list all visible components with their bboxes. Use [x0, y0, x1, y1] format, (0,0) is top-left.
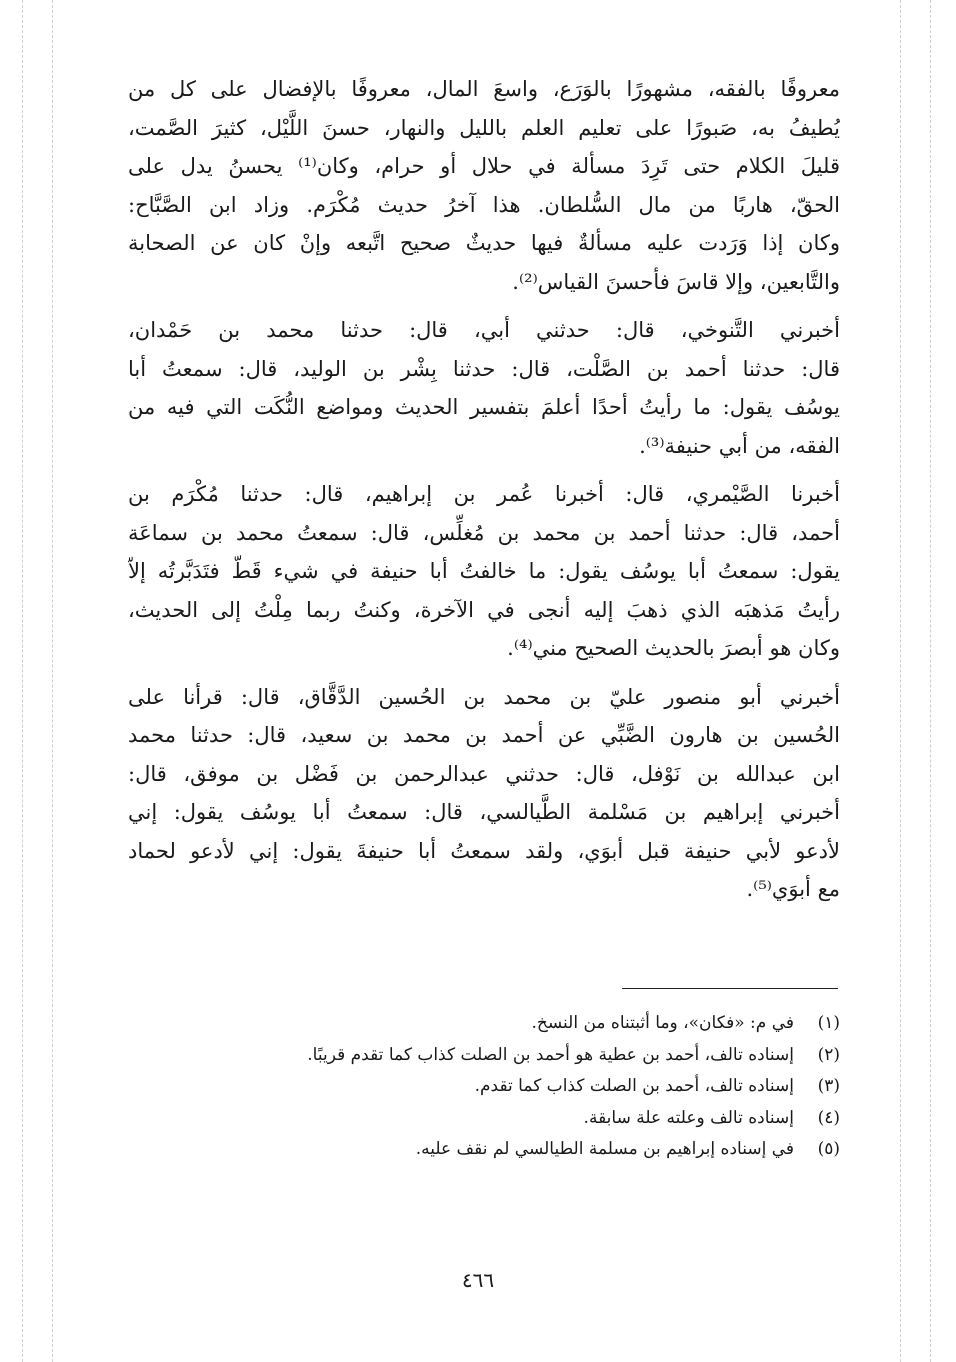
text-line: مع أبوَي⁽⁵⁾. — [746, 877, 840, 901]
footnote — [300, 1008, 840, 1040]
scan-edge-left — [22, 0, 23, 1362]
text-line: معروفًا بالفقه، مشهورًا بالوَرَع، واسعَ المال، معروفًا بالإفضال على كل من — [128, 77, 840, 101]
scan-edge-left-inner — [52, 0, 53, 1362]
paragraph-gap — [128, 301, 840, 311]
footnote-number: (٤) — [817, 1107, 840, 1128]
paragraph — [128, 311, 840, 465]
paragraph-gap — [128, 465, 840, 475]
footnote-text: إسناده تالف، أحمد بن عطية هو أحمد بن الصلت كذاب كما تقدم قريبًا. — [307, 1044, 794, 1065]
footnote-text: في م: «فكان»، وما أثبتناه من النسخ. — [531, 1013, 794, 1033]
text-line: يقول: سمعتُ أبا يوسُف يقول: ما خالفتُ أبا حنيفة في شيء قَطّ فتَدَبَّرتُه إلاّ — [128, 559, 840, 583]
scan-edge-right-outer — [930, 0, 931, 1362]
footnote-text: إسناده تالف وعلته علة سابقة. — [583, 1107, 794, 1128]
paragraph — [128, 678, 840, 909]
footnote-separator — [622, 988, 838, 989]
footnote-text: إسناده تالف، أحمد بن الصلت كذاب كما تقدم. — [474, 1076, 794, 1096]
text-line: يُطيفُ به، صَبورًا على تعليم العلم بالليل والنهار، حسنَ اللَّيْل، كثيرَ الصَّمت، — [128, 115, 840, 140]
text-line: أخبرنا الصَّيْمري، قال: أخبرنا عُمر بن إبراهيم، قال: حدثنا مُكْرَم بن — [128, 482, 840, 506]
paragraph — [128, 475, 840, 668]
text-line: أحمد، قال: حدثنا أحمد بن محمد بن مُغلِّس، قال: سمعتُ محمد بن سماعَة — [128, 520, 840, 545]
text-line: الحقّ، هاربًا من مال السُّلطان. هذا آخرُ حديث مُكْرَم. وزاد ابن الصَّبَّاح: — [128, 192, 840, 217]
scan-edge-right — [900, 0, 901, 1362]
text-line: ابن عبدالله بن نَوْفل، قال: حدثني عبدالرحمن بن فَضْل بن موفق، قال: — [128, 761, 840, 786]
paragraph — [128, 70, 840, 301]
text-line: وكان إذا وَرَدت عليه مسألةٌ فيها حديثٌ صحيح اتَّبعه وإنْ كان عن الصحابة — [128, 231, 840, 255]
page-number: ٤٦٦ — [461, 1268, 495, 1292]
text-line: قليلَ الكلام حتى تَرِدَ مسألة في حلال أو حرام، وكان⁽¹⁾ يحسنُ يدل على — [128, 154, 840, 178]
text-line: أخبرني إبراهيم بن مَسْلمة الطَّيالسي، قال: سمعتُ أبا يوسُف يقول: إني — [128, 800, 840, 824]
footnote — [300, 1040, 840, 1072]
text-line: أخبرني أبو منصور عليّ بن محمد بن الحُسين الدَّقَّاق، قال: قرأنا على — [128, 684, 840, 709]
text-line: لأدعو لأبي حنيفة قبل أبوَي، ولقد سمعتُ أبا حنيفةَ يقول: إني لأدعو لحماد — [128, 838, 840, 863]
text-line: قال: حدثنا أحمد بن الصَّلْت، قال: حدثنا بِشْر بن الوليد، قال: سمعتُ أبا — [128, 356, 840, 381]
text-line: وكان هو أبصرَ بالحديث الصحيح مني⁽⁴⁾. — [507, 636, 840, 660]
footnote-number: (٢) — [817, 1044, 840, 1065]
paragraph-gap — [128, 668, 840, 678]
footnotes — [300, 1008, 840, 1166]
footnote-number: (١) — [817, 1013, 840, 1033]
text-line: والتَّابعين، وإلا قاسَ فأحسنَ القياس⁽²⁾. — [512, 269, 840, 294]
footnote-number: (٣) — [817, 1076, 840, 1096]
footnote — [300, 1071, 840, 1103]
footnote — [300, 1134, 840, 1166]
footnote — [300, 1103, 840, 1135]
text-line: الفقه، من أبي حنيفة⁽³⁾. — [639, 433, 840, 458]
text-line: أخبرني التَّنوخي، قال: حدثني أبي، قال: حدثنا محمد بن حَمْدان، — [128, 318, 840, 342]
text-line: رأيتُ مَذهبَه الذي ذهبَ إليه أنجى في الآخرة، وكنتُ ربما مِلْتُ إلى الحديث، — [128, 597, 840, 622]
text-line: يوسُف يقول: ما رأيتُ أحدًا أعلمَ بتفسير الحديث ومواضع النُّكَت التي فيه من — [128, 395, 840, 419]
main-text — [128, 70, 840, 909]
footnote-number: (٥) — [817, 1139, 840, 1159]
text-line: الحُسين بن هارون الضَّبِّي عن أحمد بن محمد بن سعيد، قال: حدثنا محمد — [128, 723, 840, 747]
footnote-text: في إسناده إبراهيم بن مسلمة الطيالسي لم نقف عليه. — [415, 1139, 794, 1159]
